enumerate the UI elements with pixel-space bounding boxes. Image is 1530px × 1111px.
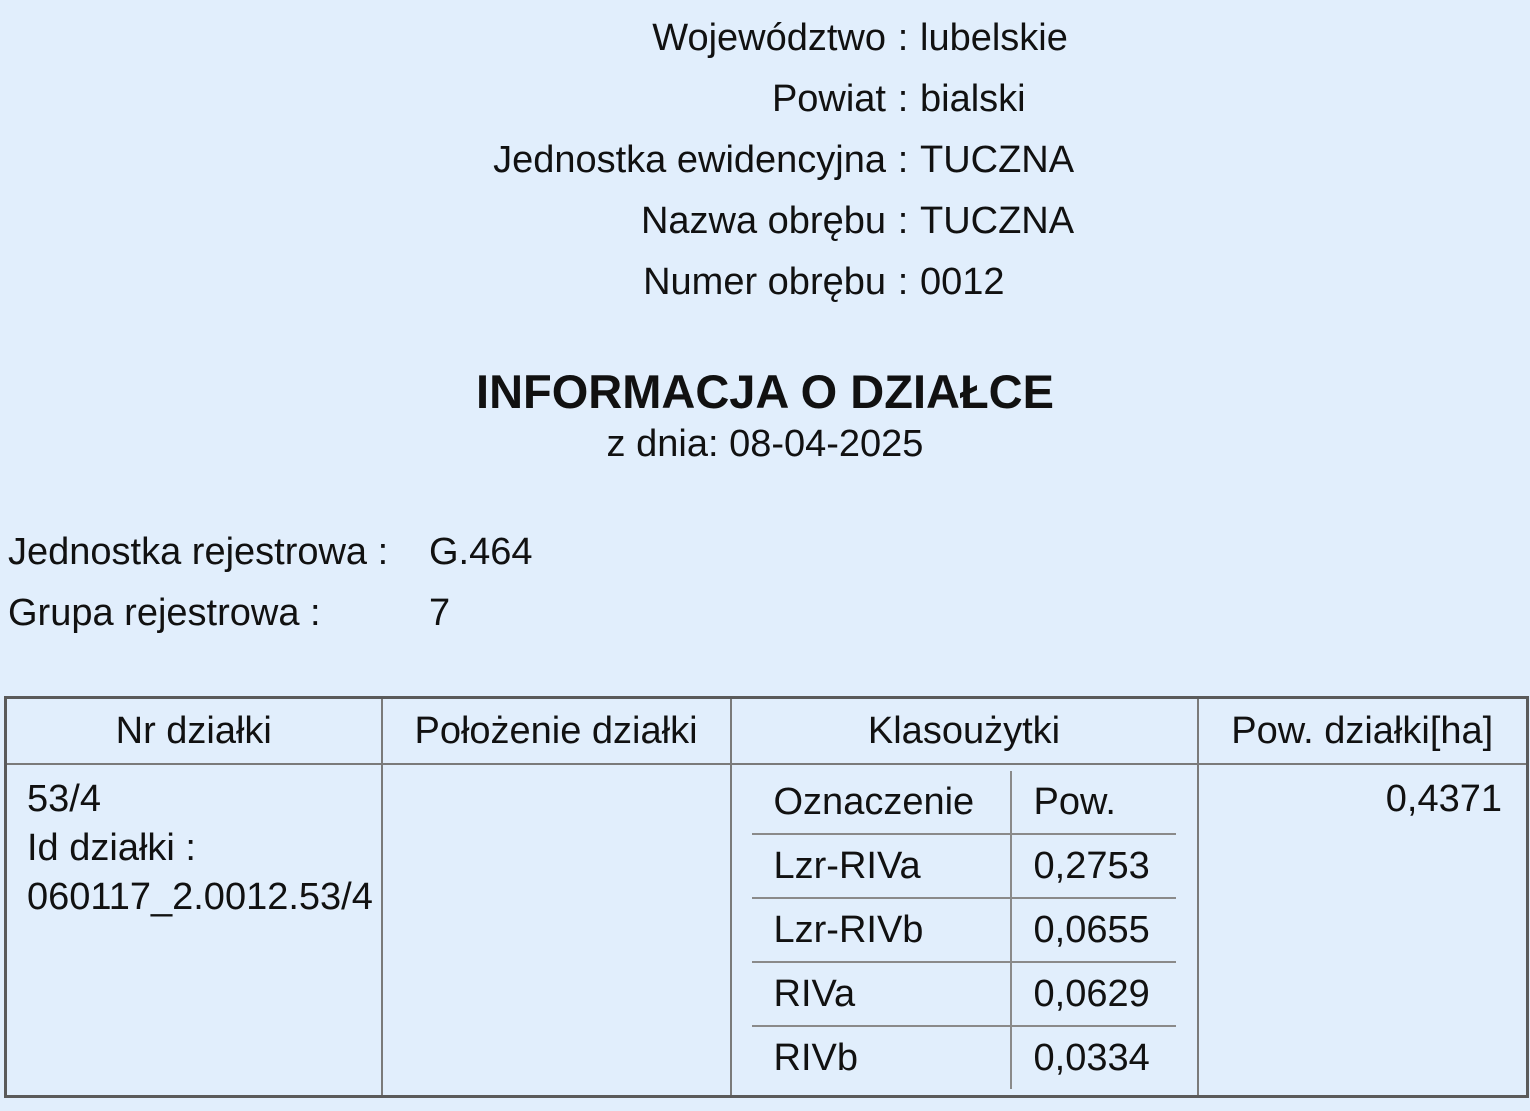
page-title: INFORMACJA O DZIAŁCE: [476, 365, 1054, 418]
header-label: Nazwa obrębu: [640, 200, 886, 242]
klasouzytki-pow: 0,2753: [1011, 834, 1176, 898]
header-value: lubelskie: [920, 17, 1068, 59]
registry-unit-value: G.464: [429, 531, 533, 573]
klasouzytki-row: [752, 1026, 1176, 1089]
cell-polozenie: [382, 764, 731, 1097]
klasouzytki-header-oznaczenie: Oznaczenie: [752, 771, 1011, 834]
header-colon: :: [897, 78, 909, 120]
registry-group-label: Grupa rejestrowa :: [8, 592, 321, 634]
klasouzytki-oznaczenie: Lzr-RIVa: [752, 834, 1011, 898]
klasouzytki-row: [752, 834, 1176, 898]
header-label: Jednostka ewidencyjna: [493, 139, 886, 181]
klasouzytki-oznaczenie: Lzr-RIVb: [752, 898, 1011, 962]
klasouzytki-row: [752, 962, 1176, 1026]
klasouzytki-oznaczenie: RIVb: [752, 1026, 1011, 1089]
parcel-id-label: Id działki :: [27, 827, 196, 869]
klasouzytki-pow: 0,0655: [1011, 898, 1176, 962]
header-colon: :: [897, 17, 909, 59]
klasouzytki-header-row: [752, 771, 1176, 834]
header-colon: :: [897, 139, 909, 181]
header-value: TUCZNA: [920, 139, 1075, 181]
table-row: [6, 764, 1528, 1097]
klasouzytki-header-pow: Pow.: [1033, 780, 1116, 823]
klasouzytki-row: [752, 898, 1176, 962]
registry-unit-row: [8, 522, 533, 582]
header-colon: :: [897, 200, 909, 242]
parcel-id-value: 060117_2.0012.53/4: [27, 876, 373, 918]
header-label: Powiat: [771, 78, 886, 120]
klasouzytki-oznaczenie: RIVa: [752, 962, 1011, 1026]
header-row-jednostka-ewidencyjna: [0, 130, 1530, 190]
klasouzytki-table: [752, 771, 1176, 1089]
header-colon: :: [897, 261, 909, 303]
header-row-wojewodztwo: [0, 8, 1530, 68]
document-date: z dnia: 08-04-2025: [606, 423, 924, 465]
registry-unit-label: Jednostka rejestrowa :: [8, 531, 389, 573]
table-header-row: [6, 698, 1528, 765]
header-label: Województwo: [652, 17, 886, 59]
column-header-klasouzytki: Klasoużytki: [731, 698, 1198, 765]
cell-klasouzytki: [731, 764, 1198, 1097]
parcel-number: 53/4: [27, 778, 101, 820]
cell-nr-dzialki: [6, 764, 382, 1097]
header-value: bialski: [920, 78, 1026, 120]
klasouzytki-pow: 0,0334: [1011, 1026, 1176, 1089]
cell-pow-dzialki: 0,4371: [1198, 764, 1528, 1097]
registry-group-row: [8, 583, 451, 643]
column-header-polozenie: Położenie działki: [382, 698, 731, 765]
parcel-table: [4, 696, 1529, 1098]
registry-group-value: 7: [429, 592, 451, 634]
header-value: TUCZNA: [920, 200, 1075, 242]
column-header-pow-dzialki: Pow. działki[ha]: [1198, 698, 1528, 765]
header-row-powiat: [0, 69, 1530, 129]
header-label: Numer obrębu: [643, 261, 886, 303]
klasouzytki-pow: 0,0629: [1011, 962, 1176, 1026]
header-value: 0012: [920, 261, 1005, 303]
column-header-nr-dzialki: Nr działki: [6, 698, 382, 765]
header-row-numer-obrebu: [0, 252, 1530, 312]
header-row-nazwa-obrebu: [0, 191, 1530, 251]
